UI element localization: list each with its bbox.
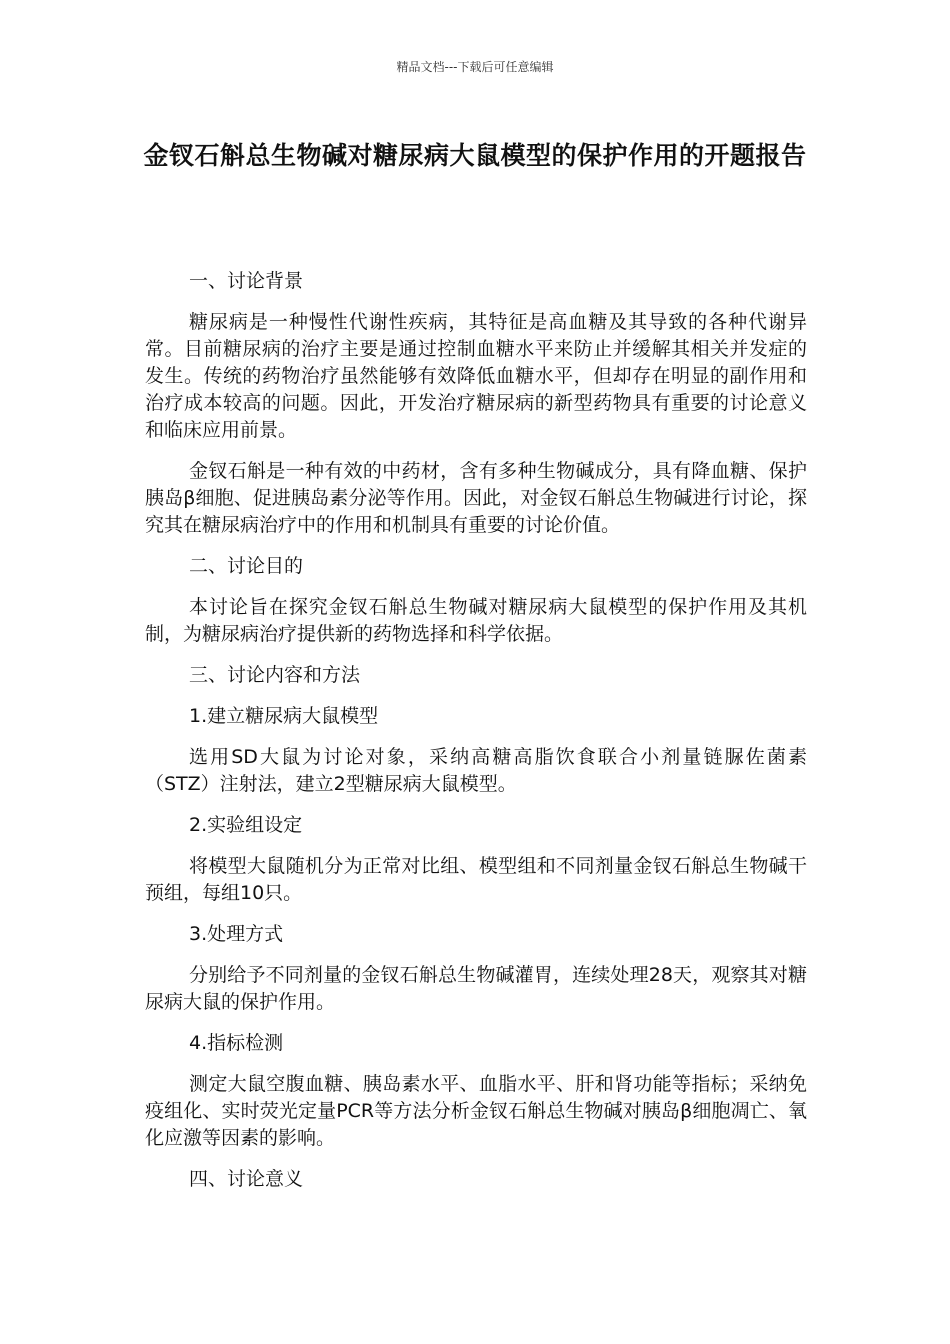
model-paragraph: 选用SD大鼠为讨论对象，采纳高糖高脂饮食联合小剂量链脲佐菌素（STZ）注射法，建立2型糖尿病大鼠模型。 [145,746,807,795]
indicators-paragraph: 测定大鼠空腹血糖、胰岛素水平、血脂水平、肝和肾功能等指标；采纳免疫组化、实时荧光定量PCR等方法分析金钗石斛总生物碱对胰岛β细胞凋亡、氧化应激等因素的影响。 [145,1073,807,1149]
section-heading-background: 一、讨论背景 [189,270,304,292]
subheading-treatment: 3.处理方式 [189,923,284,945]
section-heading-methods: 三、讨论内容和方法 [189,664,361,686]
document-body [145,268,807,1207]
section-heading-purpose: 二、讨论目的 [189,555,304,577]
subheading-groups: 2.实验组设定 [189,814,303,836]
document-title: 金钗石斛总生物碱对糖尿病大鼠模型的保护作用的开题报告 [143,141,807,170]
treatment-paragraph: 分别给予不同剂量的金钗石斛总生物碱灌胃，连续处理28天，观察其对糖尿病大鼠的保护作用。 [145,964,807,1013]
background-paragraph-1: 糖尿病是一种慢性代谢性疾病，其特征是高血糖及其导致的各种代谢异常。目前糖尿病的治疗主要是通过控制血糖水平来防止并缓解其相关并发症的发生。传统的药物治疗虽然能够有效降低血糖水平，但却存在明显的副作用和治疗成本较高的问题。因此，开发治疗糖尿病的新型药物具有重要的讨论意义和临床应用前景。 [145,311,807,441]
groups-paragraph: 将模型大鼠随机分为正常对比组、模型组和不同剂量金钗石斛总生物碱干预组，每组10只。 [145,855,807,904]
purpose-paragraph: 本讨论旨在探究金钗石斛总生物碱对糖尿病大鼠模型的保护作用及其机制，为糖尿病治疗提供新的药物选择和科学依据。 [145,596,807,645]
background-paragraph-2: 金钗石斛是一种有效的中药材，含有多种生物碱成分，具有降血糖、保护胰岛β细胞、促进胰岛素分泌等作用。因此，对金钗石斛总生物碱进行讨论，探究其在糖尿病治疗中的作用和机制具有重要的讨论价值。 [145,460,807,536]
header-note: 精品文档---下载后可任意编辑 [396,60,554,74]
subheading-model: 1.建立糖尿病大鼠模型 [189,705,379,727]
section-heading-significance: 四、讨论意义 [189,1168,304,1190]
subheading-indicators: 4.指标检测 [189,1032,284,1054]
